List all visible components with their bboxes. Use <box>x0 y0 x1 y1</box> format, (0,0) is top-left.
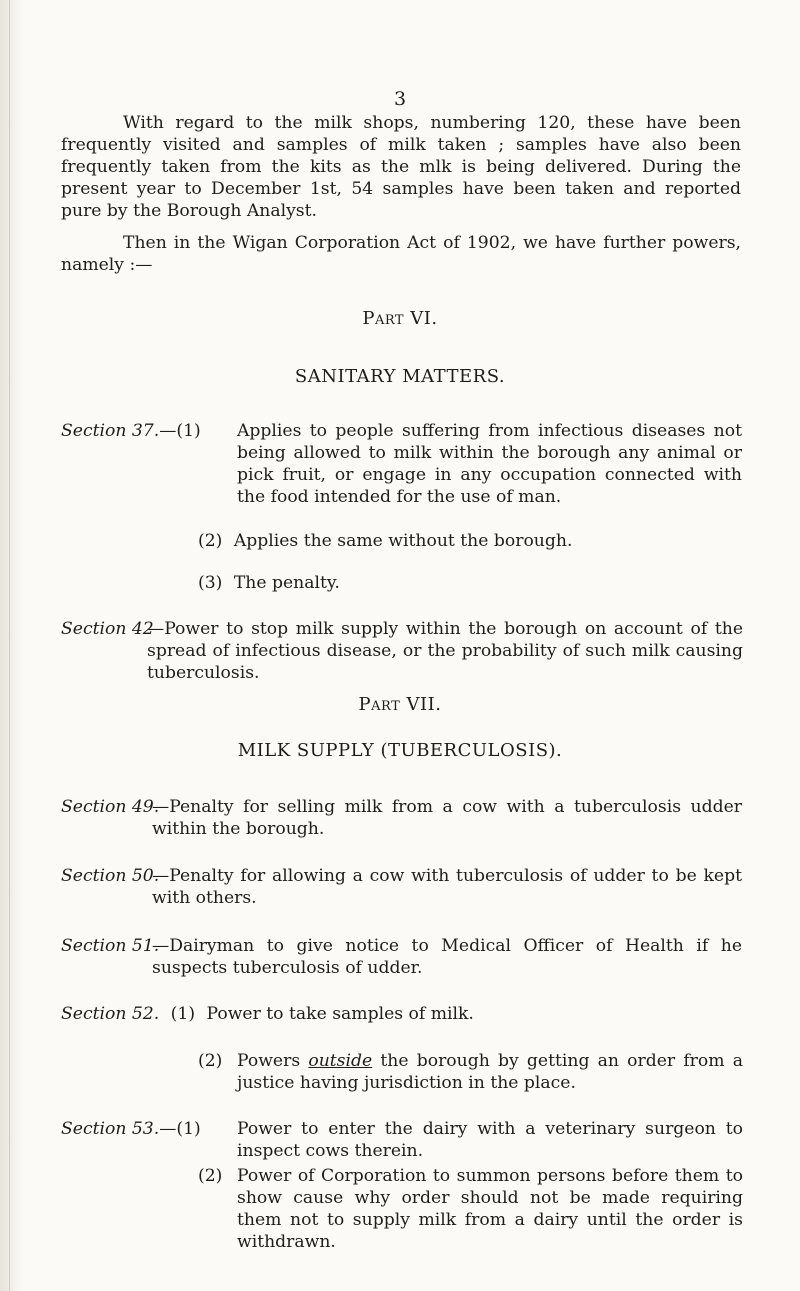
section-51-text: —Dairyman to give notice to Medical Officer of Health if he suspects tuberculosis of udder. <box>152 936 742 978</box>
section-37-item1-text: Applies to people suffering from infectious diseases not being allowed to milk within the borough any animal or pick fruit, or engage in any occupation connected with the food intended for the use of man. <box>237 421 742 507</box>
part-vi-title: SANITARY MATTERS. <box>294 366 506 387</box>
section-52-item2-number: (2) <box>198 1051 223 1071</box>
section-37-item3 <box>198 572 800 594</box>
section-37-item3-number: (3) <box>198 573 223 593</box>
section-52-item2-text: Powers outside the borough by getting an order from a justice having jurisdiction in the place. <box>237 1051 743 1093</box>
intro-paragraph-2: Then in the Wigan Corporation Act of 1902, we have further powers, namely :— <box>61 233 741 275</box>
section-37-item3-text: The penalty. <box>233 573 340 593</box>
intro-paragraph-1: With regard to the milk shops, numbering 120, these have been frequently visited and samples of milk taken ; samples have also been frequently taken from the kits as the mlk is being delivered. During the present year to December 1st, 54 samples have been taken and reported pure by the Borough Analyst. <box>61 113 741 221</box>
section-53-item2-text: Power of Corporation to summon persons before them to show cause why order should not be made requiring them not to supply milk from a dairy until the order is withdrawn. <box>237 1166 743 1252</box>
section-53-label: Section 53. <box>61 1119 160 1139</box>
part-vii-heading: Part VII. <box>358 694 442 715</box>
section-52-item1-number: (1) <box>170 1004 196 1024</box>
section-53-item1-number: —(1) <box>159 1119 201 1139</box>
section-42-text: —Power to stop milk supply within the borough on account of the spread of infectious disease, or the probability of such milk causing tuberculosis. <box>147 619 743 683</box>
binding-line <box>9 0 10 1291</box>
part-vii-title: MILK SUPPLY (TUBERCULOSIS). <box>237 740 563 761</box>
section-50-label: Section 50. <box>61 866 160 886</box>
section-42-label: Section 42 <box>61 619 154 639</box>
section-53-item1-text: Power to enter the dairy with a veterinary surgeon to inspect cows therein. <box>237 1119 743 1161</box>
page-binding-edge <box>0 0 22 1291</box>
section-51-label: Section 51. <box>61 936 160 956</box>
page-number: 3 <box>393 88 407 110</box>
outside-emphasis: outside <box>308 1051 373 1071</box>
section-52-item1-text: Power to take samples of milk. <box>206 1004 474 1024</box>
section-50-text: —Penalty for allowing a cow with tuberculosis of udder to be kept with others. <box>152 866 742 908</box>
section-37-label: Section 37. <box>61 421 160 441</box>
section-37-item2 <box>198 530 800 552</box>
section-53-item2-number: (2) <box>198 1166 223 1186</box>
section-37-item1-number: —(1) <box>159 421 201 441</box>
section-37-item2-number: (2) <box>198 531 223 551</box>
section-52 <box>61 1003 744 1025</box>
part-vi-heading: Part VI. <box>362 308 438 329</box>
section-52-label: Section 52. <box>61 1004 160 1024</box>
section-49-text: —Penalty for selling milk from a cow with a tuberculosis udder within the borough. <box>152 797 742 839</box>
section-37-item2-text: Applies the same without the borough. <box>233 531 573 551</box>
section-49-label: Section 49. <box>61 797 160 817</box>
